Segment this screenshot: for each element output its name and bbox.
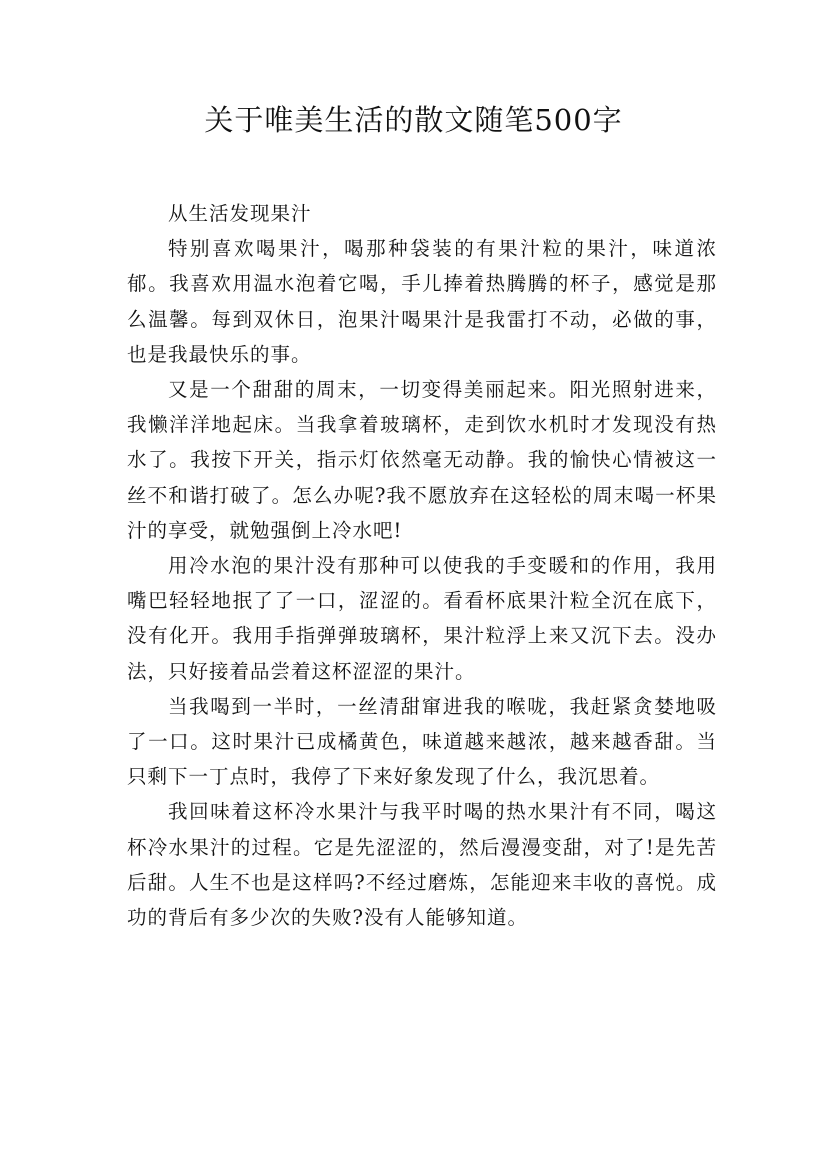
paragraph: 特别喜欢喝果汁，喝那种袋装的有果汁粒的果汁，味道浓郁。我喜欢用温水泡着它喝，手儿捧着热腾腾的杯子，感觉是那么温馨。每到双休日，泡果汁喝果汁是我雷打不动，必做的事，也是我最快乐的事。 [127, 237, 717, 366]
paragraph: 用冷水泡的果汁没有那种可以使我的手变暖和的作用，我用嘴巴轻轻地抿了了一口，涩涩的。看看杯底果汁粒全沉在底下，没有化开。我用手指弹弹玻璃杯，果汁粒浮上来又沉下去。没办法，只好接着品尝着这杯涩涩的果汁。 [127, 554, 717, 683]
paragraph: 又是一个甜甜的周末，一切变得美丽起来。阳光照射进来，我懒洋洋地起床。当我拿着玻璃杯，走到饮水机时才发现没有热水了。我按下开关，指示灯依然毫无动静。我的愉快心情被这一丝不和谐打破了。怎么办呢?我不愿放弃在这轻松的周末喝一杯果汁的享受，就勉强倒上冷水吧! [127, 378, 717, 542]
paragraph-subtitle: 从生活发现果汁 [167, 202, 312, 225]
paragraph: 当我喝到一半时，一丝清甜窜进我的喉咙，我赶紧贪婪地吸了一口。这时果汁已成橘黄色，味道越来越浓，越来越香甜。当只剩下一丁点时，我停了下来好象发现了什么，我沉思着。 [127, 694, 717, 789]
paragraph: 我回味着这杯冷水果汁与我平时喝的热水果汁有不同，喝这杯冷水果汁的过程。它是先涩涩的，然后漫漫变甜，对了!是先苦后甜。人生不也是这样吗?不经过磨炼，怎能迎来丰收的喜悦。成功的背后有多少次的失败?没有人能够知道。 [127, 800, 717, 930]
document-body [127, 196, 717, 935]
document-title: 关于唯美生活的散文随笔500字 [204, 103, 623, 137]
